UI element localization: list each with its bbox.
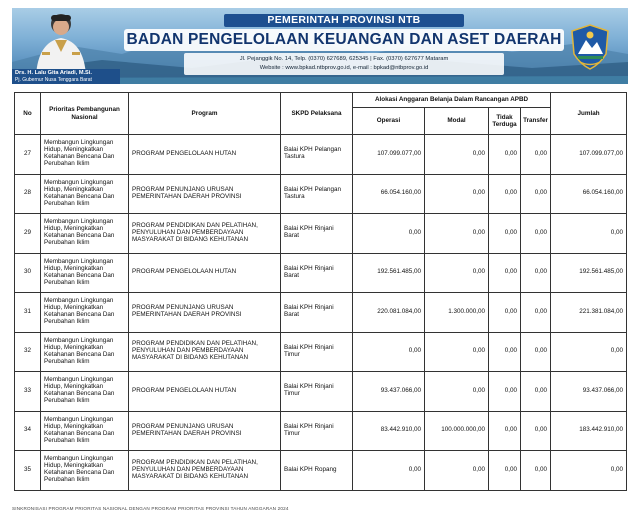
cell-skpd: Balai KPH Rinjani Barat bbox=[281, 293, 353, 333]
col-header-program: Program bbox=[129, 93, 281, 135]
cell-skpd: Balai KPH Rinjani Barat bbox=[281, 253, 353, 293]
cell-program: PROGRAM PENUNJANG URUSAN PEMERINTAHAN DAERAH PROVINSI bbox=[129, 411, 281, 451]
cell-transfer: 0,00 bbox=[521, 214, 551, 254]
cell-transfer: 0,00 bbox=[521, 293, 551, 333]
table-row bbox=[15, 174, 627, 214]
cell-transfer: 0,00 bbox=[521, 135, 551, 175]
cell-program: PROGRAM PENUNJANG URUSAN PEMERINTAHAN DAERAH PROVINSI bbox=[129, 293, 281, 333]
cell-modal: 0,00 bbox=[425, 451, 489, 491]
table-row bbox=[15, 214, 627, 254]
contact-box bbox=[184, 53, 504, 75]
cell-jumlah: 66.054.160,00 bbox=[551, 174, 627, 214]
cell-transfer: 0,00 bbox=[521, 451, 551, 491]
cell-priority: Membangun Lingkungan Hidup, Meningkatkan Ketahanan Bencana Dan Perubahan Iklim bbox=[41, 214, 129, 254]
cell-no: 30 bbox=[15, 253, 41, 293]
cell-priority: Membangun Lingkungan Hidup, Meningkatkan Ketahanan Bencana Dan Perubahan Iklim bbox=[41, 293, 129, 333]
cell-tidak-terduga: 0,00 bbox=[489, 372, 521, 412]
budget-table bbox=[14, 92, 627, 491]
cell-skpd: Balai KPH Ropang bbox=[281, 451, 353, 491]
cell-tidak-terduga: 0,00 bbox=[489, 332, 521, 372]
cell-modal: 100.000.000,00 bbox=[425, 411, 489, 451]
table-row bbox=[15, 451, 627, 491]
cell-program: PROGRAM PENDIDIKAN DAN PELATIHAN, PENYULUHAN DAN PEMBERDAYAAN MASYARAKAT DI BIDANG KEHUTANAN bbox=[129, 332, 281, 372]
cell-jumlah: 0,00 bbox=[551, 332, 627, 372]
cell-program: PROGRAM PENGELOLAAN HUTAN bbox=[129, 253, 281, 293]
col-header-skpd: SKPD Pelaksana bbox=[281, 93, 353, 135]
cell-modal: 0,00 bbox=[425, 214, 489, 254]
cell-operasi: 83.442.910,00 bbox=[353, 411, 425, 451]
cell-tidak-terduga: 0,00 bbox=[489, 411, 521, 451]
cell-operasi: 107.099.077,00 bbox=[353, 135, 425, 175]
cell-priority: Membangun Lingkungan Hidup, Meningkatkan Ketahanan Bencana Dan Perubahan Iklim bbox=[41, 174, 129, 214]
cell-operasi: 0,00 bbox=[353, 332, 425, 372]
col-header-no: No bbox=[15, 93, 41, 135]
cell-no: 34 bbox=[15, 411, 41, 451]
cell-operasi: 0,00 bbox=[353, 214, 425, 254]
official-portrait-icon bbox=[18, 12, 104, 76]
cell-operasi: 0,00 bbox=[353, 451, 425, 491]
official-caption bbox=[12, 69, 120, 84]
cell-transfer: 0,00 bbox=[521, 372, 551, 412]
cell-tidak-terduga: 0,00 bbox=[489, 293, 521, 333]
cell-skpd: Balai KPH Rinjani Timur bbox=[281, 372, 353, 412]
cell-operasi: 66.054.160,00 bbox=[353, 174, 425, 214]
cell-modal: 0,00 bbox=[425, 174, 489, 214]
cell-transfer: 0,00 bbox=[521, 174, 551, 214]
table-row bbox=[15, 372, 627, 412]
cell-modal: 1.300.000,00 bbox=[425, 293, 489, 333]
cell-no: 31 bbox=[15, 293, 41, 333]
cell-no: 32 bbox=[15, 332, 41, 372]
agency-title: BADAN PENGELOLAAN KEUANGAN DAN ASET DAERAH bbox=[124, 29, 564, 51]
cell-modal: 0,00 bbox=[425, 135, 489, 175]
cell-priority: Membangun Lingkungan Hidup, Meningkatkan Ketahanan Bencana Dan Perubahan Iklim bbox=[41, 411, 129, 451]
cell-program: PROGRAM PENGELOLAAN HUTAN bbox=[129, 372, 281, 412]
cell-jumlah: 183.442.910,00 bbox=[551, 411, 627, 451]
official-name: Drs. H. Lalu Gita Ariadi, M.Si. bbox=[15, 70, 92, 76]
cell-tidak-terduga: 0,00 bbox=[489, 174, 521, 214]
cell-operasi: 93.437.066,00 bbox=[353, 372, 425, 412]
cell-skpd: Balai KPH Rinjani Timur bbox=[281, 332, 353, 372]
website-line: Website : www.bpkad.ntbprov.go.id, e-mail : bpkad@ntbprov.go.id bbox=[259, 64, 429, 71]
cell-operasi: 220.081.084,00 bbox=[353, 293, 425, 333]
col-header-allocation: Alokasi Anggaran Belanja Dalam Rancangan APBD bbox=[353, 93, 551, 108]
cell-priority: Membangun Lingkungan Hidup, Meningkatkan Ketahanan Bencana Dan Perubahan Iklim bbox=[41, 372, 129, 412]
cell-skpd: Balai KPH Rinjani Barat bbox=[281, 214, 353, 254]
cell-tidak-terduga: 0,00 bbox=[489, 214, 521, 254]
cell-tidak-terduga: 0,00 bbox=[489, 253, 521, 293]
official-role: Pj. Gubernur Nusa Tenggara Barat bbox=[15, 76, 92, 83]
table-row bbox=[15, 253, 627, 293]
table-row bbox=[15, 135, 627, 175]
cell-skpd: Balai KPH Pelangan Tastura bbox=[281, 135, 353, 175]
cell-priority: Membangun Lingkungan Hidup, Meningkatkan Ketahanan Bencana Dan Perubahan Iklim bbox=[41, 451, 129, 491]
col-header-jumlah: Jumlah bbox=[551, 93, 627, 135]
table-row bbox=[15, 411, 627, 451]
cell-program: PROGRAM PENDIDIKAN DAN PELATIHAN, PENYULUHAN DAN PEMBERDAYAAN MASYARAKAT DI BIDANG KEHUTANAN bbox=[129, 451, 281, 491]
cell-jumlah: 221.381.084,00 bbox=[551, 293, 627, 333]
col-header-tidak-terduga: Tidak Terduga bbox=[489, 108, 521, 135]
cell-skpd: Balai KPH Rinjani Timur bbox=[281, 411, 353, 451]
title-panel bbox=[124, 14, 564, 78]
cell-transfer: 0,00 bbox=[521, 332, 551, 372]
header-row-top bbox=[15, 93, 627, 108]
cell-modal: 0,00 bbox=[425, 332, 489, 372]
cell-operasi: 192.561.485,00 bbox=[353, 253, 425, 293]
cell-tidak-terduga: 0,00 bbox=[489, 451, 521, 491]
cell-jumlah: 0,00 bbox=[551, 214, 627, 254]
col-header-priority: Prioritas Pembangunan Nasional bbox=[41, 93, 129, 135]
cell-jumlah: 107.099.077,00 bbox=[551, 135, 627, 175]
cell-program: PROGRAM PENDIDIKAN DAN PELATIHAN, PENYULUHAN DAN PEMBERDAYAAN MASYARAKAT DI BIDANG KEHUTANAN bbox=[129, 214, 281, 254]
cell-no: 33 bbox=[15, 372, 41, 412]
col-header-transfer: Transfer bbox=[521, 108, 551, 135]
cell-no: 35 bbox=[15, 451, 41, 491]
cell-priority: Membangun Lingkungan Hidup, Meningkatkan Ketahanan Bencana Dan Perubahan Iklim bbox=[41, 253, 129, 293]
address-line: Jl. Pejanggik No. 14, Telp. (0370) 627689, 625345 | Fax. (0370) 627677 Mataram bbox=[239, 56, 449, 62]
col-header-modal: Modal bbox=[425, 108, 489, 135]
cell-modal: 0,00 bbox=[425, 372, 489, 412]
cell-modal: 0,00 bbox=[425, 253, 489, 293]
cell-program: PROGRAM PENGELOLAAN HUTAN bbox=[129, 135, 281, 175]
cell-transfer: 0,00 bbox=[521, 253, 551, 293]
cell-priority: Membangun Lingkungan Hidup, Meningkatkan Ketahanan Bencana Dan Perubahan Iklim bbox=[41, 332, 129, 372]
cell-jumlah: 0,00 bbox=[551, 451, 627, 491]
table-row bbox=[15, 293, 627, 333]
cell-no: 28 bbox=[15, 174, 41, 214]
cell-priority: Membangun Lingkungan Hidup, Meningkatkan Ketahanan Bencana Dan Perubahan Iklim bbox=[41, 135, 129, 175]
cell-no: 29 bbox=[15, 214, 41, 254]
cell-transfer: 0,00 bbox=[521, 411, 551, 451]
col-header-operasi: Operasi bbox=[353, 108, 425, 135]
header-banner bbox=[12, 8, 628, 84]
table-row bbox=[15, 332, 627, 372]
cell-jumlah: 192.561.485,00 bbox=[551, 253, 627, 293]
cell-tidak-terduga: 0,00 bbox=[489, 135, 521, 175]
footer-note: SINKRONISASI PROGRAM PRIORITAS NASIONAL DENGAN PROGRAM PRIORITAS PROVINSI TAHUN ANGGARAN 2024 bbox=[12, 506, 289, 511]
ntb-province-emblem-icon bbox=[570, 24, 610, 70]
cell-program: PROGRAM PENUNJANG URUSAN PEMERINTAHAN DAERAH PROVINSI bbox=[129, 174, 281, 214]
cell-jumlah: 93.437.066,00 bbox=[551, 372, 627, 412]
cell-skpd: Balai KPH Pelangan Tastura bbox=[281, 174, 353, 214]
government-title: PEMERINTAH PROVINSI NTB bbox=[224, 14, 464, 27]
cell-no: 27 bbox=[15, 135, 41, 175]
